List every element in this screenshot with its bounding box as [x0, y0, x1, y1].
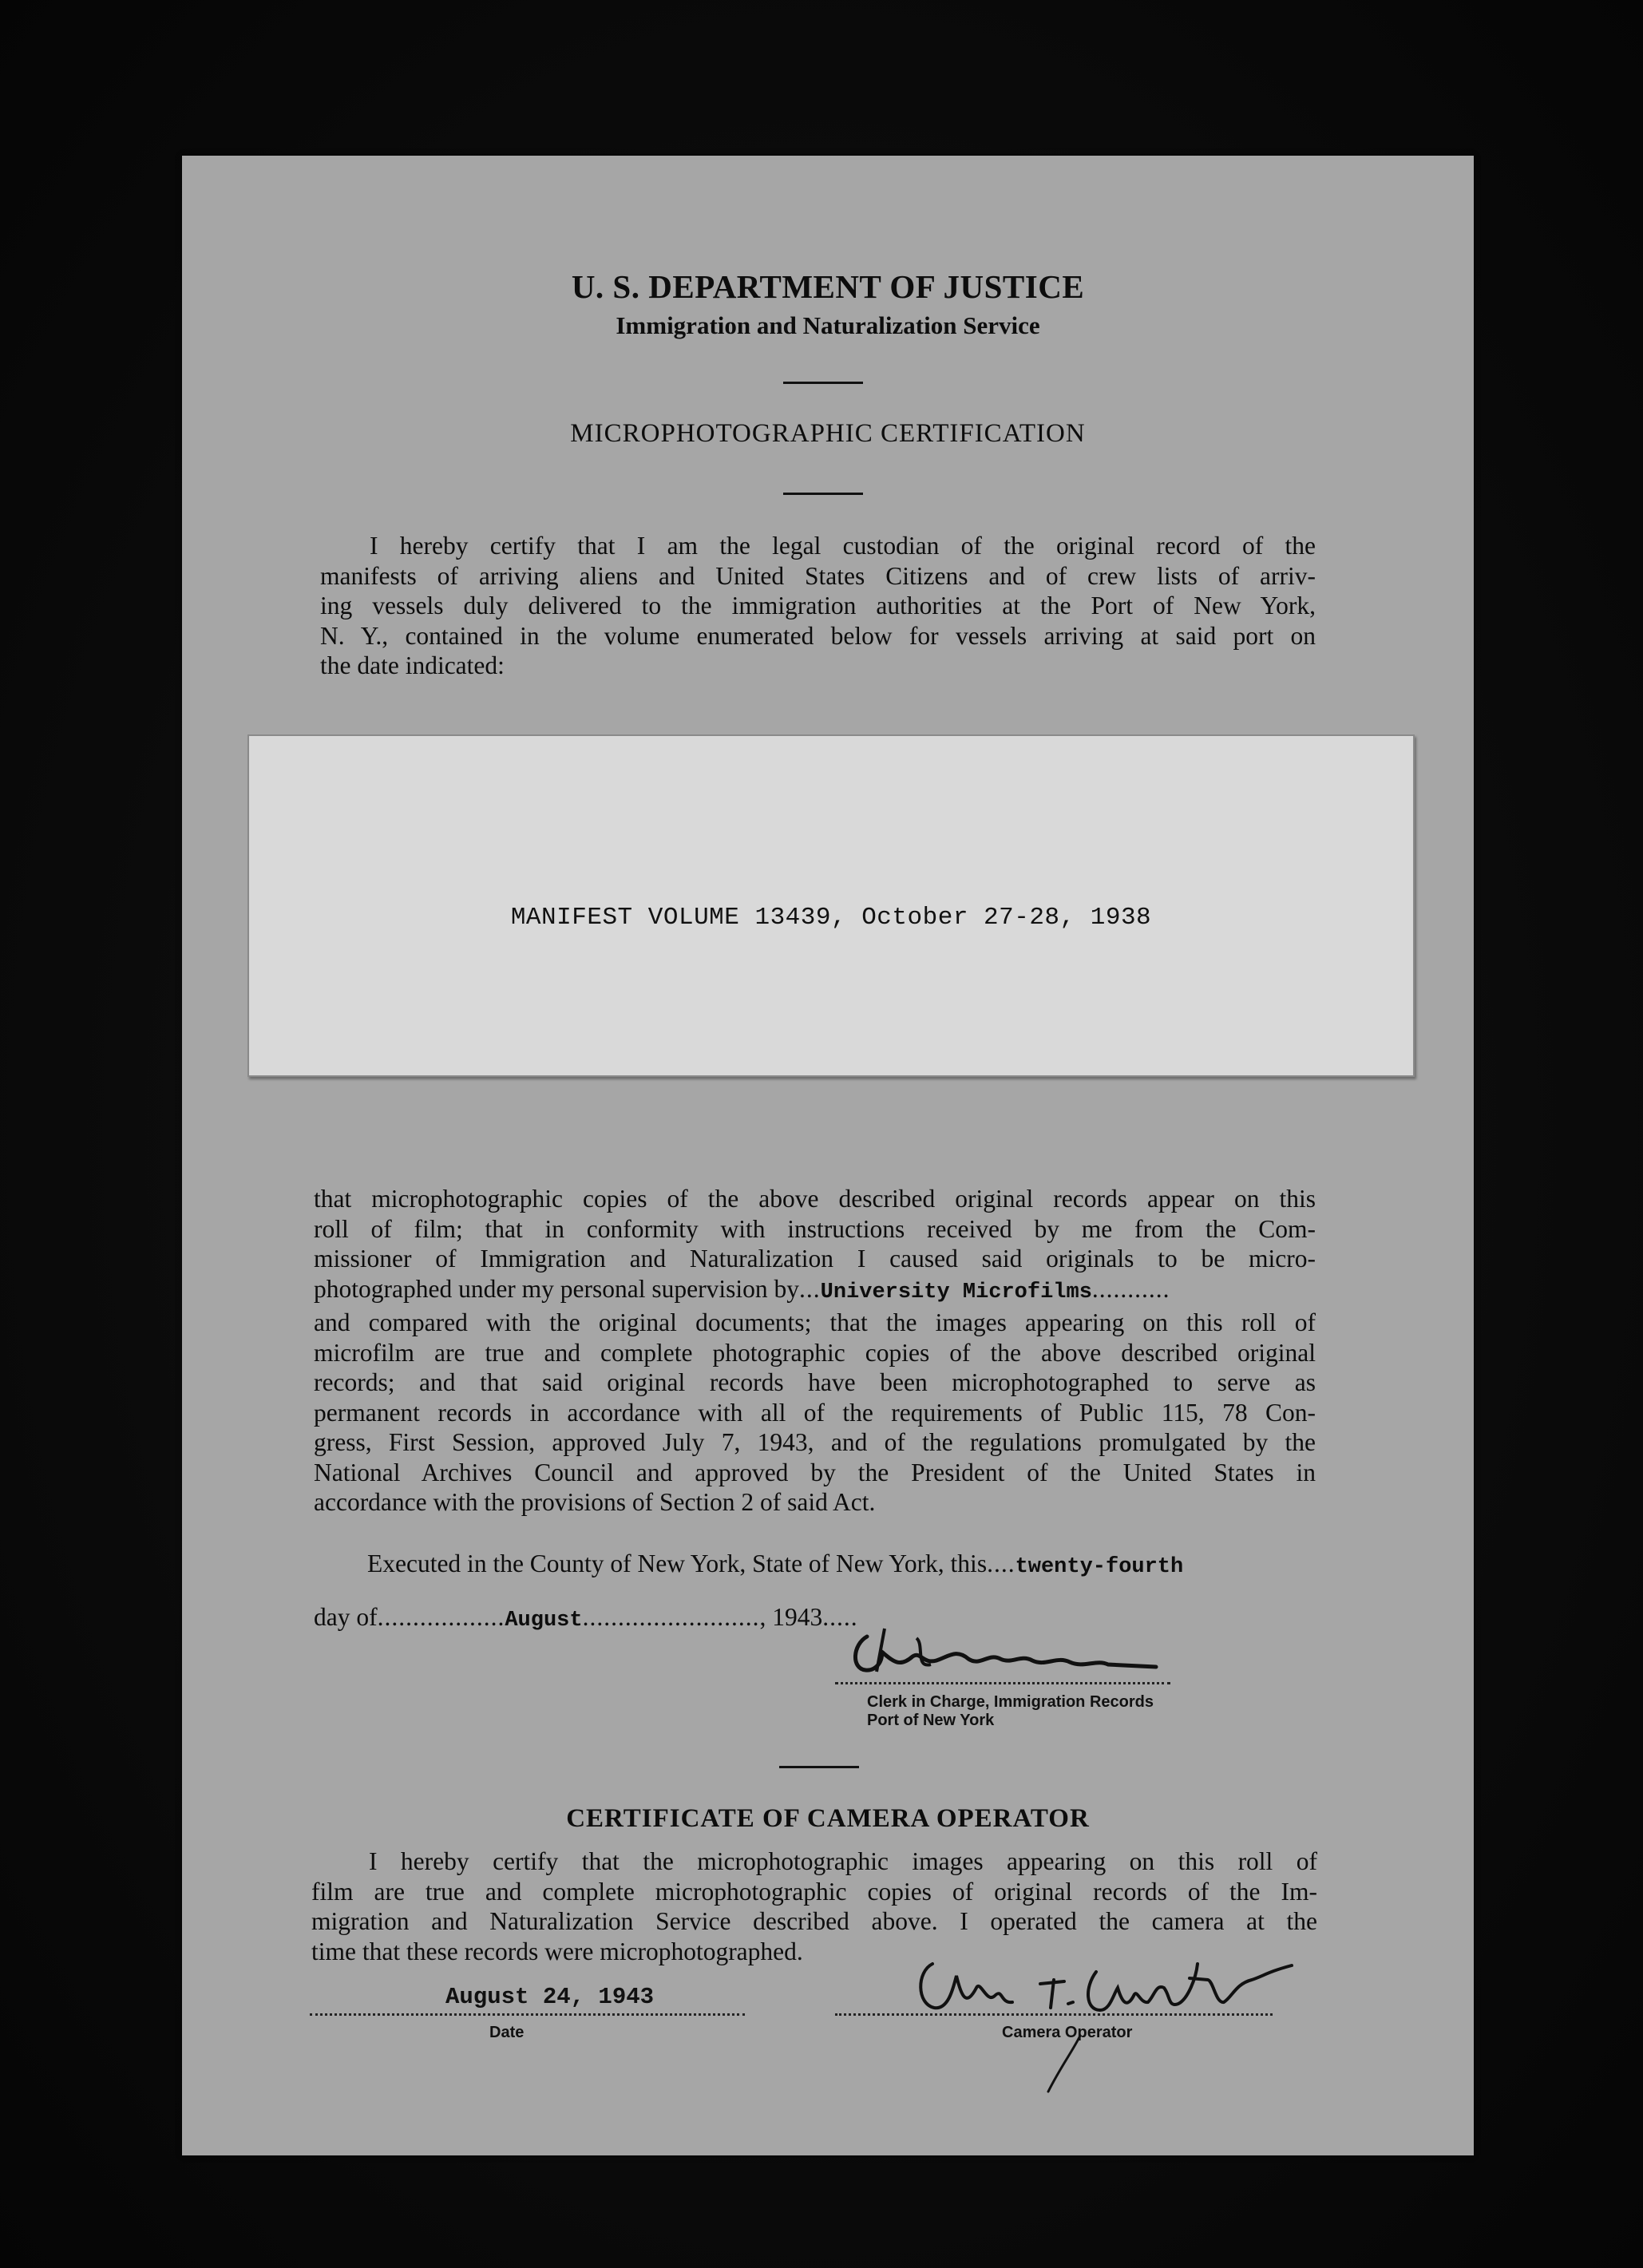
intro-line: N. Y., contained in the volume enumerated below for vessels arriving at said port on [320, 621, 1316, 650]
certification-body [314, 1184, 1316, 1518]
execution-month: August [505, 1609, 583, 1633]
divider-rule [783, 382, 863, 384]
camera-operator-label: Camera Operator [1002, 2024, 1133, 2041]
body-line: roll of film; that in conformity with instructions received by me from the Com- [314, 1214, 1316, 1243]
clerk-caption-port: Port of New York [867, 1712, 995, 1729]
execution-day: twenty-fourth [1015, 1555, 1184, 1579]
body-line: missioner of Immigration and Naturalization I caused said originals to be micro- [314, 1245, 1316, 1273]
clerk-signature-line [835, 1682, 1170, 1684]
divider-rule [783, 493, 863, 495]
intro-paragraph [320, 531, 1316, 681]
executed-line: Executed in the County of New York, State of New York, this....twenty-fourth [367, 1550, 1184, 1579]
body-line: accordance with the provisions of Section 2 of said Act. [314, 1488, 876, 1516]
divider-rule [779, 1766, 859, 1768]
camera-certificate-title: CERTIFICATE OF CAMERA OPERATOR [566, 1804, 1090, 1833]
day-of-line: day of..................August........................., 1943..... [314, 1603, 858, 1633]
intro-line: manifests of arriving aliens and United States Citizens and of crew lists of arriv- [320, 561, 1316, 590]
intro-line: I hereby certify that I am the legal custodian of the original record of the [370, 532, 1316, 560]
body-line: permanent records in accordance with all of the requirements of Public 115, 78 Con- [314, 1398, 1316, 1427]
department-heading: U. S. DEPARTMENT OF JUSTICE [571, 268, 1085, 305]
execution-year: , 1943 [759, 1603, 823, 1631]
body-line: that microphotographic copies of the above described original records appear on this [314, 1185, 1316, 1213]
camera-line: time that these records were microphotographed. [311, 1937, 803, 1965]
camera-operator-line [835, 2013, 1273, 2016]
manifest-slip [247, 734, 1415, 1077]
date-line [310, 2013, 745, 2016]
body-line: gress, First Session, approved July 7, 1943, and of the regulations promulgated by the [314, 1428, 1316, 1456]
microfilm-company: University Microfilms [820, 1280, 1092, 1304]
body-line: microfilm are true and complete photographic copies of the above described original [314, 1338, 1316, 1367]
certification-title: MICROPHOTOGRAPHIC CERTIFICATION [570, 419, 1086, 448]
date-label: Date [489, 2024, 525, 2041]
body-line: and compared with the original documents; that the images appearing on this roll of [314, 1308, 1316, 1336]
service-subheading: Immigration and Naturalization Service [616, 311, 1040, 339]
camera-date-value: August 24, 1943 [445, 1984, 655, 2010]
camera-line: I hereby certify that the microphotographic images appearing on this roll of [369, 1847, 1317, 1875]
supervision-line: photographed under my personal supervision by...University Microfilms........... [314, 1274, 1170, 1304]
camera-line: film are true and complete microphotographic copies of original records of the Im- [311, 1877, 1317, 1906]
intro-line: the date indicated: [320, 651, 505, 679]
executed-prefix: Executed in the County of New York, State of New York, this [367, 1550, 988, 1577]
manifest-volume-text: MANIFEST VOLUME 13439, October 27-28, 1938 [510, 904, 1152, 932]
camera-operator-signature [901, 1940, 1316, 2100]
intro-line: ing vessels duly delivered to the immigration authorities at the Port of New York, [320, 592, 1316, 619]
camera-line: migration and Naturalization Service described above. I operated the camera at the [311, 1907, 1317, 1935]
day-of-label: day of [314, 1603, 378, 1631]
supervision-prefix: photographed under my personal supervision by [314, 1274, 800, 1303]
body-line: records; and that said original records have been microphotographed to serve as [314, 1368, 1316, 1396]
clerk-signature [837, 1621, 1172, 1688]
certificate-sheet [182, 156, 1474, 2155]
clerk-caption-title: Clerk in Charge, Immigration Records [867, 1693, 1154, 1711]
body-line: National Archives Council and approved by the President of the United States in [314, 1458, 1316, 1486]
